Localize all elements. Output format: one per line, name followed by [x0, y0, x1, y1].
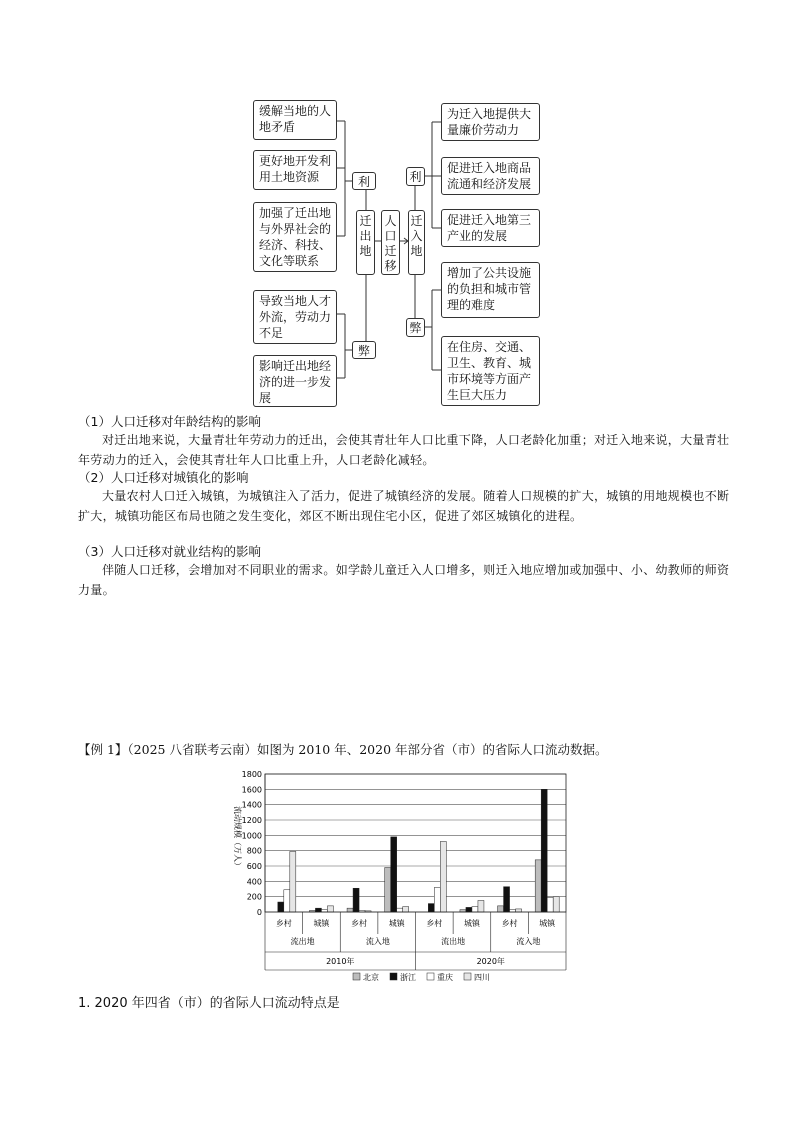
- legend-label: 北京: [363, 973, 379, 982]
- section-body-1: 对迁出地来说，大量青壮年劳动力的迁出，会使其青壮年人口比重下降，人口老龄化加重；对迁入地来说，大量青壮年劳动力的迁入，会使其青壮年人口比重上升，人口老龄化减轻。: [78, 433, 730, 467]
- x-group-label: 流入地: [516, 937, 541, 946]
- origin-drawback-tag: 弊: [352, 341, 376, 359]
- x-tick-label: 城镇: [388, 919, 405, 928]
- question-1: 1. 2020 年四省（市）的省际人口流动特点是: [78, 996, 340, 1011]
- y-tick-label: 1400: [241, 800, 262, 810]
- legend-label: 四川: [474, 973, 490, 982]
- origin-node: 迁出地: [356, 210, 375, 275]
- x-group-label: 流出地: [441, 937, 466, 946]
- x-tick-label: 乡村: [275, 919, 292, 928]
- bar: [472, 907, 478, 912]
- bar: [440, 841, 446, 912]
- destination-benefit-box-1: 为迁入地提供大量廉价劳动力: [441, 103, 540, 141]
- section-body-3: 伴随人口迁移，会增加对不同职业的需求。如学龄儿童迁入人口增多，则迁入地应增加或加强中、小、幼教师的师资力量。: [78, 563, 730, 597]
- origin-benefit-box-3: 加强了迁出地与外界社会的经济、科技、文化等联系: [253, 202, 337, 272]
- y-tick-label: 800: [246, 846, 262, 856]
- y-tick-label: 1800: [241, 770, 262, 779]
- bar: [290, 851, 296, 912]
- bar: [428, 904, 434, 912]
- y-tick-labels: [242, 770, 262, 917]
- section-heading-2: （2）人口迁移对城镇化的影响: [78, 470, 249, 485]
- y-tick-label: 0: [256, 908, 262, 917]
- chart-axes: [265, 774, 566, 912]
- chart-grid: [265, 774, 566, 912]
- legend-swatch: [427, 973, 434, 980]
- x-year-label: 2010年: [326, 957, 355, 966]
- x-group-label: 流入地: [365, 937, 390, 946]
- bar: [553, 897, 559, 912]
- legend-label: 重庆: [437, 973, 453, 982]
- y-tick-label: 1600: [241, 785, 262, 795]
- bar: [516, 909, 522, 912]
- x-tick-label: 乡村: [426, 919, 443, 928]
- x-year-label: 2020年: [476, 957, 505, 966]
- x-tick-label: 城镇: [463, 919, 480, 928]
- destination-drawback-box-2: 在住房、交通、卫生、教育、城市环境等方面产生巨大压力: [441, 336, 540, 406]
- y-tick-label: 200: [246, 892, 262, 902]
- x-tick-label: 城镇: [313, 919, 330, 928]
- bar: [535, 860, 541, 912]
- bar: [547, 897, 553, 912]
- bar: [315, 908, 321, 912]
- y-tick-label: 1000: [241, 831, 262, 841]
- legend-swatch: [464, 973, 471, 980]
- y-tick-label: 400: [246, 877, 262, 887]
- bar: [278, 902, 284, 912]
- y-tick-label: 600: [246, 862, 262, 871]
- destination-benefit-tag: 利: [406, 167, 425, 186]
- bar: [478, 901, 484, 913]
- legend-swatch: [390, 973, 397, 980]
- destination-benefit-box-2: 促进迁入地商品流通和经济发展: [441, 157, 540, 195]
- y-tick-label: 1200: [241, 816, 262, 825]
- x-axis-labels: [265, 912, 566, 970]
- bar: [541, 789, 547, 912]
- legend-label: 浙江: [400, 973, 416, 982]
- origin-benefit-tag: 利: [352, 172, 376, 190]
- bar: [434, 887, 440, 912]
- destination-benefit-box-3: 促进迁入地第三产业的发展: [441, 209, 540, 247]
- bar: [347, 908, 353, 912]
- bar: [397, 908, 403, 912]
- bar: [403, 907, 409, 912]
- section-body-2: 大量农村人口迁入城镇，为城镇注入了活力，促进了城镇经济的发展。随着人口规模的扩大，城镇的用地规模也不断扩大，城镇功能区布局也随之发生变化，郊区不断出现住宅小区，促进了郊区城镇化的进程。: [78, 489, 730, 523]
- chart-legend: [353, 972, 490, 982]
- example-prompt: 【例 1】（2025 八省联考云南）如图为 2010 年、2020 年部分省（市）的省际人口流动数据。: [78, 742, 608, 757]
- origin-drawback-box-2: 影响迁出地经济的进一步发展: [253, 355, 337, 407]
- destination-drawback-tag: 弊: [406, 318, 425, 337]
- x-tick-label: 乡村: [351, 919, 368, 928]
- x-tick-label: 城镇: [539, 919, 556, 928]
- bar: [498, 906, 504, 912]
- center-node: 人口迁移: [381, 210, 400, 275]
- x-tick-label: 乡村: [501, 919, 518, 928]
- destination-drawback-box-1: 增加了公共设施的负担和城市管理的难度: [441, 262, 540, 318]
- bar: [284, 890, 290, 912]
- legend-swatch: [353, 973, 360, 980]
- x-group-label: 流出地: [290, 937, 315, 946]
- section-heading-3: （3）人口迁移对就业结构的影响: [78, 544, 261, 559]
- bar: [504, 887, 510, 912]
- section-heading-1: （1）人口迁移对年龄结构的影响: [78, 414, 261, 429]
- y-axis-label: 流动规模（万人）: [233, 806, 242, 870]
- origin-benefit-box-1: 缓解当地的人地矛盾: [253, 100, 337, 140]
- bar: [385, 868, 391, 912]
- destination-node: 迁入地: [408, 210, 425, 275]
- population-flow-chart: [225, 766, 570, 988]
- bar: [466, 907, 472, 912]
- bar: [353, 888, 359, 912]
- origin-drawback-box-1: 导致当地人才外流，劳动力不足: [253, 290, 337, 344]
- plot-frame: [265, 774, 566, 912]
- origin-benefit-box-2: 更好地开发利用土地资源: [253, 150, 337, 190]
- bar: [327, 906, 333, 912]
- bar: [391, 837, 397, 912]
